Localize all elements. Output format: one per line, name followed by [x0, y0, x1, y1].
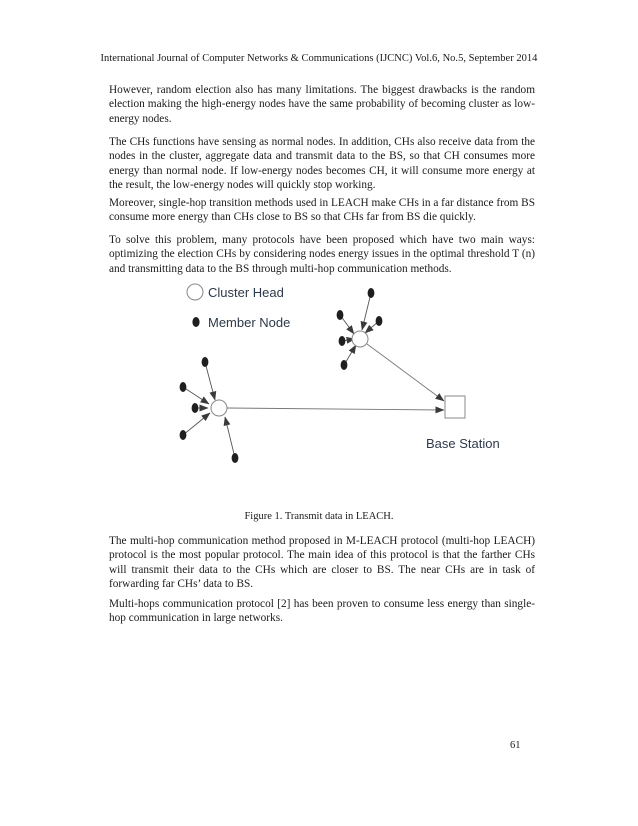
paragraph-5: The multi-hop communication method proposed in M-LEACH protocol (multi-hop LEACH) protocol is the most popular protocol. The main idea of this protocol is that the farther CHs will transmit their data to the CHs which are closer to BS. The near CHs are in task of forwarding far CHs’ data to BS. — [109, 535, 535, 591]
cluster-head-left — [211, 400, 227, 416]
paragraph-4: To solve this problem, many protocols have been proposed which have two main ways: optimizing the election CHs by considering nodes energy issues in the optimal threshold T (n) and transmitting data to the BS through multi-hop communication methods. — [109, 234, 535, 275]
member-node — [339, 336, 346, 346]
legend-cluster-head-label: Cluster Head — [208, 285, 284, 300]
figure-caption: Figure 1. Transmit data in LEACH. — [244, 511, 394, 522]
member-node — [376, 316, 383, 326]
member-node — [368, 288, 375, 298]
left-cluster — [180, 357, 239, 463]
legend-member-node-label: Member Node — [208, 315, 291, 330]
link-upper-ch-to-bs — [367, 344, 444, 401]
member-node — [192, 403, 199, 413]
link-left-ch-to-bs — [227, 408, 444, 410]
legend-cluster-head — [187, 284, 284, 300]
page-number: 61 — [510, 740, 521, 751]
paragraph-1: However, random election also has many limitations. The biggest drawbacks is the random election making the high-energy nodes have the same probability of becoming cluster as low-energy nodes. — [109, 84, 535, 125]
member-node — [232, 453, 239, 463]
legend-member-node — [192, 315, 290, 330]
cluster-head-upper — [352, 331, 368, 347]
member-node — [337, 310, 344, 320]
member-node — [180, 382, 187, 392]
journal-header: International Journal of Computer Networks & Communications (IJCNC) Vol.6, No.5, September 2014 — [100, 53, 538, 64]
paragraph-3: Moreover, single-hop transition methods used in LEACH make CHs in a far distance from BS consume more energy than CHs close to BS so that CHs far from BS die quickly. — [109, 197, 535, 224]
paragraph-6: Multi-hops communication protocol [2] has been proven to consume less energy than single-hop communication in large networks. — [109, 598, 535, 625]
base-station — [445, 396, 465, 418]
leach-network-diagram — [160, 278, 500, 478]
base-station-label: Base Station — [426, 436, 500, 451]
cluster-head-legend-icon — [187, 284, 203, 300]
paragraph-2: The CHs functions have sensing as normal nodes. In addition, CHs also receive data from the nodes in the cluster, aggregate data and transmit data to the BS, so that CH consumes more energy than normal node. If low-energy nodes becomes CH, it will consume more energy at the result, the low-energy nodes will quickly stop working. — [109, 136, 535, 192]
upper-cluster — [337, 288, 383, 370]
member-node — [341, 360, 348, 370]
member-node — [180, 430, 187, 440]
member-node-legend-icon — [192, 317, 199, 327]
member-node — [202, 357, 209, 367]
